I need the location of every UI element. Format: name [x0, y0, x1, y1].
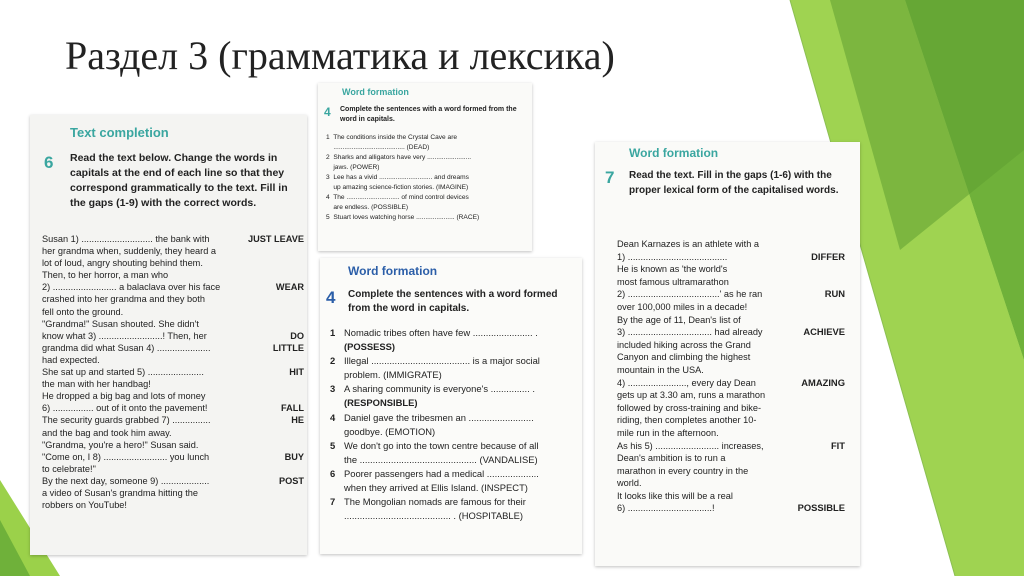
text-line: By the age of 11, Dean's list of: [617, 314, 741, 325]
instructions: Complete the sentences with a word formed from the word in capitals.: [348, 289, 558, 314]
text-line: and the bag and took him away.: [42, 427, 172, 438]
exercise-items: [326, 133, 526, 223]
text-line: 6) ................ out of it onto the pavement! FALL: [42, 403, 304, 414]
list-item: 3 A sharing community is everyone's ............... . (RESPONSIBLE): [330, 383, 535, 409]
list-item: 4 Daniel gave the tribesmen an ......................... goodbye. (EMOTION): [330, 411, 534, 437]
text-line: "Grandma!" Susan shouted. She didn't: [42, 318, 199, 329]
exercise-number: 6: [44, 153, 54, 172]
text-line: gets up at 3.30 am, runs a marathon: [617, 390, 766, 401]
text-line: 4) ......................., every day Dean AMAZING: [617, 376, 845, 388]
text-line: robbers on YouTube!: [42, 500, 127, 511]
text-line: Dean Karnazes is an athlete with a: [617, 239, 759, 249]
text-line: her grandma when, suddenly, they heard a: [42, 246, 216, 257]
keyword: ACHIEVE: [803, 326, 845, 338]
text-line: are endless. (POSSIBLE): [326, 204, 409, 211]
exercise-number: 7: [605, 168, 615, 187]
text-line: up amazing science-fiction stories. (IMAGINE): [326, 184, 469, 191]
exercise-text: [42, 233, 304, 511]
text-line: 6) .................................! POSSIBLE: [617, 502, 845, 514]
list-item: 1 Nomadic tribes often have few ....................... . (POSSESS): [330, 327, 538, 353]
text-line: marathon in every country in the: [617, 465, 749, 476]
card-title: Word formation: [342, 87, 409, 97]
list-item: 6 Poorer passengers had a medical .................... when they arrived at Ellis Island. (INSPECT): [330, 467, 539, 494]
text-line: By the next day, someone 9) ................... POST: [42, 475, 304, 486]
text-line: The security guards grabbed 7) ............... HE: [42, 415, 304, 426]
text-line: fell onto the ground.: [42, 306, 124, 317]
text-line: He dropped a big bag and lots of money: [42, 391, 206, 402]
text-line: know what 3) .........................! Then, her DO: [42, 330, 304, 341]
text-line: had expected.: [42, 354, 100, 365]
text-line: Then, to her horror, a man who: [42, 270, 169, 281]
text-line: Susan 1) ............................ the bank with JUST LEAVE: [42, 234, 304, 244]
text-line: She sat up and started 5) ...................... HIT: [42, 367, 304, 378]
text-line: Dean's ambition is to run a: [617, 453, 726, 464]
keyword: LITTLE: [272, 342, 304, 353]
text-line: grandma did what Susan 4) ..................... LITTLE: [42, 342, 304, 353]
text-line: "Come on, I 8) ......................... you lunch BUY: [42, 451, 304, 462]
list-item: 2 Illegal ...................................... is a major social problem. (IMMIGRATE): [330, 355, 540, 381]
keyword: POST: [278, 475, 304, 486]
exercise-number: 4: [324, 105, 331, 119]
text-line: riding, then completes another 10-: [617, 415, 757, 426]
card-title: Word formation: [348, 264, 438, 278]
text-line: followed by cross-training and bike-: [617, 402, 762, 413]
text-line: He is known as 'the world's: [617, 264, 728, 275]
text-line: to celebrate!": [42, 463, 96, 474]
text-line: 4 The ............................. of mind control devices: [326, 194, 469, 201]
text-line: world.: [617, 478, 642, 489]
keyword: FIT: [830, 439, 845, 451]
word-formation-card-right: [595, 142, 860, 566]
text-line: the man with her handbag!: [42, 379, 151, 390]
exercise-number: 4: [326, 288, 336, 307]
text-line: 5 Stuart loves watching horse ..................... (RACE): [326, 214, 480, 221]
keyword: POSSIBLE: [797, 502, 845, 514]
keyword: FALL: [281, 403, 304, 414]
list-item: 7 The Mongolian nomads are famous for their ......................................... . (HOSPITABLE): [330, 496, 526, 522]
text-line: most famous ultramarathon: [617, 276, 729, 287]
text-line: 3) ................................. had already ACHIEVE: [617, 326, 845, 338]
text-line: ....................................... (DEAD): [326, 144, 430, 151]
text-line: 1) ....................................... DIFFER: [617, 250, 845, 262]
text-line: included hiking across the Grand: [617, 339, 751, 350]
keyword: RUN: [824, 288, 845, 300]
list-item: 5 We don't go into the town centre because of all the ............................................. (VANDALISE): [330, 439, 539, 465]
keyword: JUST LEAVE: [248, 234, 304, 244]
card-title: Word formation: [629, 146, 719, 160]
word-formation-card-small: [318, 83, 532, 251]
text-line: 2) ....................................' as he ran RUN: [617, 288, 845, 300]
text-completion-card: [30, 115, 307, 555]
keyword: HIT: [289, 367, 304, 378]
keyword: HE: [291, 415, 304, 426]
instructions: Read the text. Fill in the gaps (1-6) with the proper lexical form of the capitalised words.: [629, 170, 839, 196]
text-line: As his 5) ......................... increases, FIT: [617, 439, 845, 451]
text-line: 2) ......................... a balaclava over his face WEAR: [42, 282, 304, 293]
text-line: mountain in the USA.: [617, 364, 704, 375]
keyword: WEAR: [275, 282, 304, 293]
exercise-text: [617, 238, 845, 515]
keyword: DO: [290, 330, 304, 341]
text-line: 3 Lee has a vivid ............................. and dreams: [326, 174, 469, 181]
text-line: crashed into her grandma and they both: [42, 294, 205, 305]
text-line: jaws. (POWER): [326, 164, 380, 171]
keyword: BUY: [284, 451, 304, 462]
instructions: Complete the sentences with a word formed from the word in capitals.: [340, 106, 517, 123]
word-formation-card-center: [320, 258, 582, 554]
text-line: 1 The conditions inside the Crystal Cave are: [326, 134, 458, 141]
text-line: mile run in the afternoon.: [617, 427, 719, 438]
text-line: a video of Susan's grandma hitting the: [42, 487, 198, 498]
text-line: 2 Sharks and alligators have very ........................: [326, 154, 472, 161]
exercise-items: [330, 326, 576, 523]
text-line: Canyon and climbing the highest: [617, 352, 751, 363]
text-line: over 100,000 miles in a decade!: [617, 301, 748, 312]
text-line: lot of loud, angry shouting behind them.: [42, 258, 203, 269]
text-line: "Grandma, you're a hero!" Susan said.: [42, 439, 199, 450]
keyword: AMAZING: [801, 376, 845, 388]
slide-title: Раздел 3 (грамматика и лексика): [65, 33, 615, 78]
instructions: Read the text below. Change the words in capitals at the end of each line so that they correspond grammatically to the text. Fill in the gaps (1-9) with the correct words.: [70, 152, 288, 209]
keyword: DIFFER: [811, 250, 845, 262]
card-title: Text completion: [70, 125, 169, 140]
text-line: It looks like this will be a real: [617, 490, 733, 501]
